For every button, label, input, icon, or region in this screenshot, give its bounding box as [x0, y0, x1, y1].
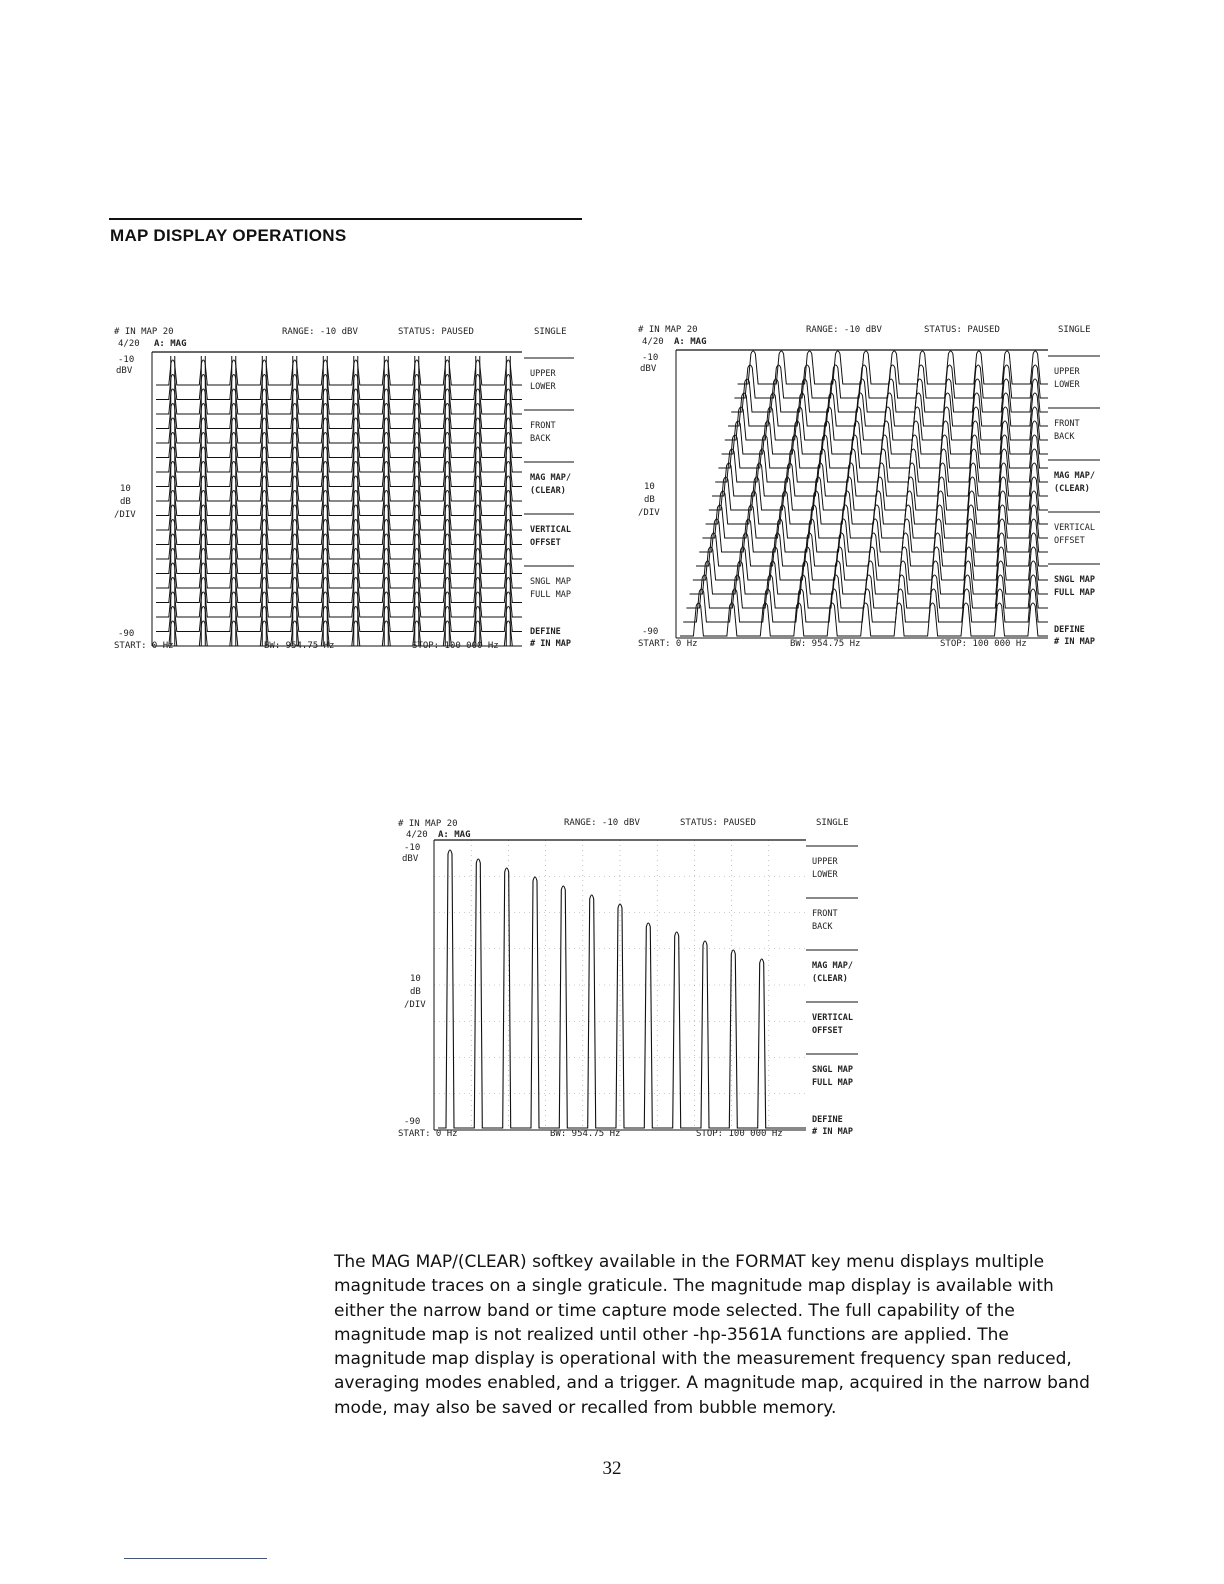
softkey-label-line2: LOWER [1054, 380, 1080, 390]
section-title: MAP DISPLAY OPERATIONS [110, 226, 347, 245]
softkey-label-line2: OFFSET [530, 538, 561, 548]
softkey-label-line2: BACK [530, 434, 551, 444]
map-trace [156, 563, 522, 588]
softkey-label-line1: FRONT [812, 909, 838, 919]
softkey-label-line1: UPPER [530, 369, 556, 379]
softkey[interactable] [1054, 625, 1095, 647]
map-trace [156, 360, 522, 385]
header-status: STATUS: PAUSED [398, 327, 474, 337]
map-trace [156, 549, 522, 574]
softkey-label-line1: UPPER [812, 857, 838, 867]
footer-bw: BW: 954.75 Hz [264, 641, 335, 651]
screen-single-trace [392, 810, 870, 1162]
softkey-label-line1: SNGL MAP [1054, 575, 1095, 585]
header-trace: A: MAG [438, 830, 471, 840]
axis-scale-div: /DIV [114, 510, 136, 520]
body-paragraph-text: The MAG MAP/(CLEAR) softkey available in the FORMAT key menu displays multiple magnitude traces on a single graticule. The magnitude map display is available with either the narrow band or time capture mode selected. The full capability of the magnitude map is not realized until other -hp-3561A functions are applied. The magnitude map display is operational with the measurement frequency span reduced, averaging modes enabled, and a trigger. A magnitude map, acquired in the narrow band mode, may also be saved or recalled from bubble memory. [334, 1252, 1090, 1418]
map-trace [156, 389, 522, 414]
map-trace [156, 476, 522, 501]
axis-scale-value: 10 [644, 482, 655, 492]
softkey[interactable] [806, 1054, 858, 1088]
softkey-label-line2: LOWER [812, 870, 838, 880]
header-range: RANGE: -10 dBV [806, 325, 882, 335]
softkey-label-line2: (CLEAR) [812, 974, 848, 984]
axis-bottom: -90 [118, 629, 135, 639]
footer-start: START: 0 Hz [638, 639, 698, 649]
header-single: SINGLE [1058, 325, 1091, 335]
section-rule [109, 218, 582, 220]
softkey-label-line2: OFFSET [1054, 536, 1085, 546]
softkey[interactable] [524, 566, 574, 600]
softkey-label-line1: SNGL MAP [530, 577, 571, 587]
softkey-label-line2: FULL MAP [1054, 588, 1095, 598]
screen-full-map [110, 318, 588, 670]
grid-dots [434, 840, 806, 1130]
footer-stop: STOP: 100 000 Hz [696, 1129, 783, 1139]
map-traces [156, 356, 522, 646]
softkey-label-line2: # IN MAP [812, 1127, 853, 1137]
header-single: SINGLE [816, 818, 849, 828]
softkey-label-line1: VERTICAL [1054, 523, 1095, 533]
axis-top-unit: dBV [402, 854, 419, 864]
footer-stop: STOP: 100 000 Hz [412, 641, 499, 651]
softkey-label-line1: VERTICAL [812, 1013, 853, 1023]
softkey[interactable] [806, 846, 858, 880]
softkey-label-line2: FULL MAP [812, 1078, 853, 1088]
softkey[interactable] [524, 358, 574, 392]
header-trace: A: MAG [154, 339, 187, 349]
softkey-label-line2: BACK [1054, 432, 1075, 442]
softkey[interactable] [812, 1115, 853, 1137]
map-trace [156, 418, 522, 443]
softkey-column [524, 358, 574, 649]
softkey[interactable] [1048, 460, 1100, 494]
map-trace [156, 404, 522, 429]
footnote-rule [124, 1558, 267, 1559]
map-traces [680, 351, 1048, 636]
softkey-label-line1: FRONT [530, 421, 556, 431]
map-trace [156, 578, 522, 603]
map-trace [156, 592, 522, 617]
softkey[interactable] [806, 950, 858, 984]
body-paragraph [334, 1250, 1094, 1420]
softkey-label-line1: DEFINE [1054, 625, 1085, 635]
header-count: 4/20 [642, 337, 664, 347]
header-status: STATUS: PAUSED [680, 818, 756, 828]
map-trace [738, 351, 1048, 384]
axis-top: -10 [118, 355, 135, 365]
softkey-label-line2: OFFSET [812, 1026, 843, 1036]
softkey-label-line2: (CLEAR) [1054, 484, 1090, 494]
axis-top-unit: dBV [640, 364, 657, 374]
map-trace [156, 491, 522, 516]
header-in-map: # IN MAP 20 [114, 327, 174, 337]
map-trace [156, 462, 522, 487]
softkey-label-line1: MAG MAP/ [530, 473, 571, 483]
axis-bottom: -90 [404, 1117, 421, 1127]
softkey-label-line2: FULL MAP [530, 590, 571, 600]
screen-svg [634, 318, 1112, 670]
header-trace: A: MAG [674, 337, 707, 347]
softkey-label-line1: MAG MAP/ [1054, 471, 1095, 481]
softkey[interactable] [524, 410, 574, 444]
axis-scale-value: 10 [410, 974, 421, 984]
softkey-column [806, 846, 858, 1137]
footer-stop: STOP: 100 000 Hz [940, 639, 1027, 649]
footer-bw: BW: 954.75 Hz [790, 639, 861, 649]
axis-scale-div: /DIV [404, 1000, 426, 1010]
header-count: 4/20 [406, 830, 428, 840]
header-range: RANGE: -10 dBV [282, 327, 358, 337]
softkey-label-line1: UPPER [1054, 367, 1080, 377]
header-range: RANGE: -10 dBV [564, 818, 640, 828]
softkey-label-line1: FRONT [1054, 419, 1080, 429]
softkey-label-line1: MAG MAP/ [812, 961, 853, 971]
page-number: 32 [602, 1458, 622, 1479]
header-status: STATUS: PAUSED [924, 325, 1000, 335]
axis-scale-unit: dB [410, 987, 421, 997]
screen-svg [392, 810, 870, 1162]
softkey-label-line2: # IN MAP [530, 639, 571, 649]
softkey-column [1048, 356, 1100, 647]
axis-scale-div: /DIV [638, 508, 660, 518]
softkey-label-line1: DEFINE [530, 627, 561, 637]
map-trace [156, 534, 522, 559]
softkey[interactable] [806, 1002, 858, 1036]
map-trace [156, 607, 522, 632]
map-trace [156, 447, 522, 472]
softkey-label-line1: DEFINE [812, 1115, 843, 1125]
footer-start: START: 0 Hz [114, 641, 174, 651]
softkey-label-line1: SNGL MAP [812, 1065, 853, 1075]
softkey[interactable] [1048, 356, 1100, 390]
header-in-map: # IN MAP 20 [398, 819, 458, 829]
axis-bottom: -90 [642, 627, 659, 637]
footer-bw: BW: 954.75 Hz [550, 1129, 621, 1139]
axis-scale-value: 10 [120, 484, 131, 494]
softkey[interactable] [524, 514, 574, 548]
softkey-label-line2: BACK [812, 922, 833, 932]
softkey-label-line1: VERTICAL [530, 525, 571, 535]
map-traces [438, 850, 806, 1128]
footer-start: START: 0 Hz [398, 1129, 458, 1139]
axis-scale-unit: dB [644, 495, 655, 505]
axis-top: -10 [404, 843, 421, 853]
map-trace [156, 505, 522, 530]
header-count: 4/20 [118, 339, 140, 349]
map-trace [734, 365, 1048, 398]
axis-scale-unit: dB [120, 497, 131, 507]
softkey[interactable] [524, 462, 574, 496]
header-single: SINGLE [534, 327, 567, 337]
softkey[interactable] [1048, 512, 1100, 546]
screen-svg [110, 318, 588, 670]
softkey[interactable] [806, 898, 858, 932]
softkey-label-line2: LOWER [530, 382, 556, 392]
softkey-label-line2: # IN MAP [1054, 637, 1095, 647]
map-trace [156, 520, 522, 545]
axis-top-unit: dBV [116, 366, 133, 376]
softkey[interactable] [1048, 408, 1100, 442]
softkey-label-line2: (CLEAR) [530, 486, 566, 496]
header-in-map: # IN MAP 20 [638, 325, 698, 335]
single-trace [438, 850, 806, 1128]
map-trace [156, 375, 522, 400]
axis-top: -10 [642, 353, 659, 363]
screen-skewed-map [634, 318, 1112, 670]
map-trace [156, 433, 522, 458]
softkey[interactable] [1048, 564, 1100, 598]
softkey[interactable] [530, 627, 571, 649]
